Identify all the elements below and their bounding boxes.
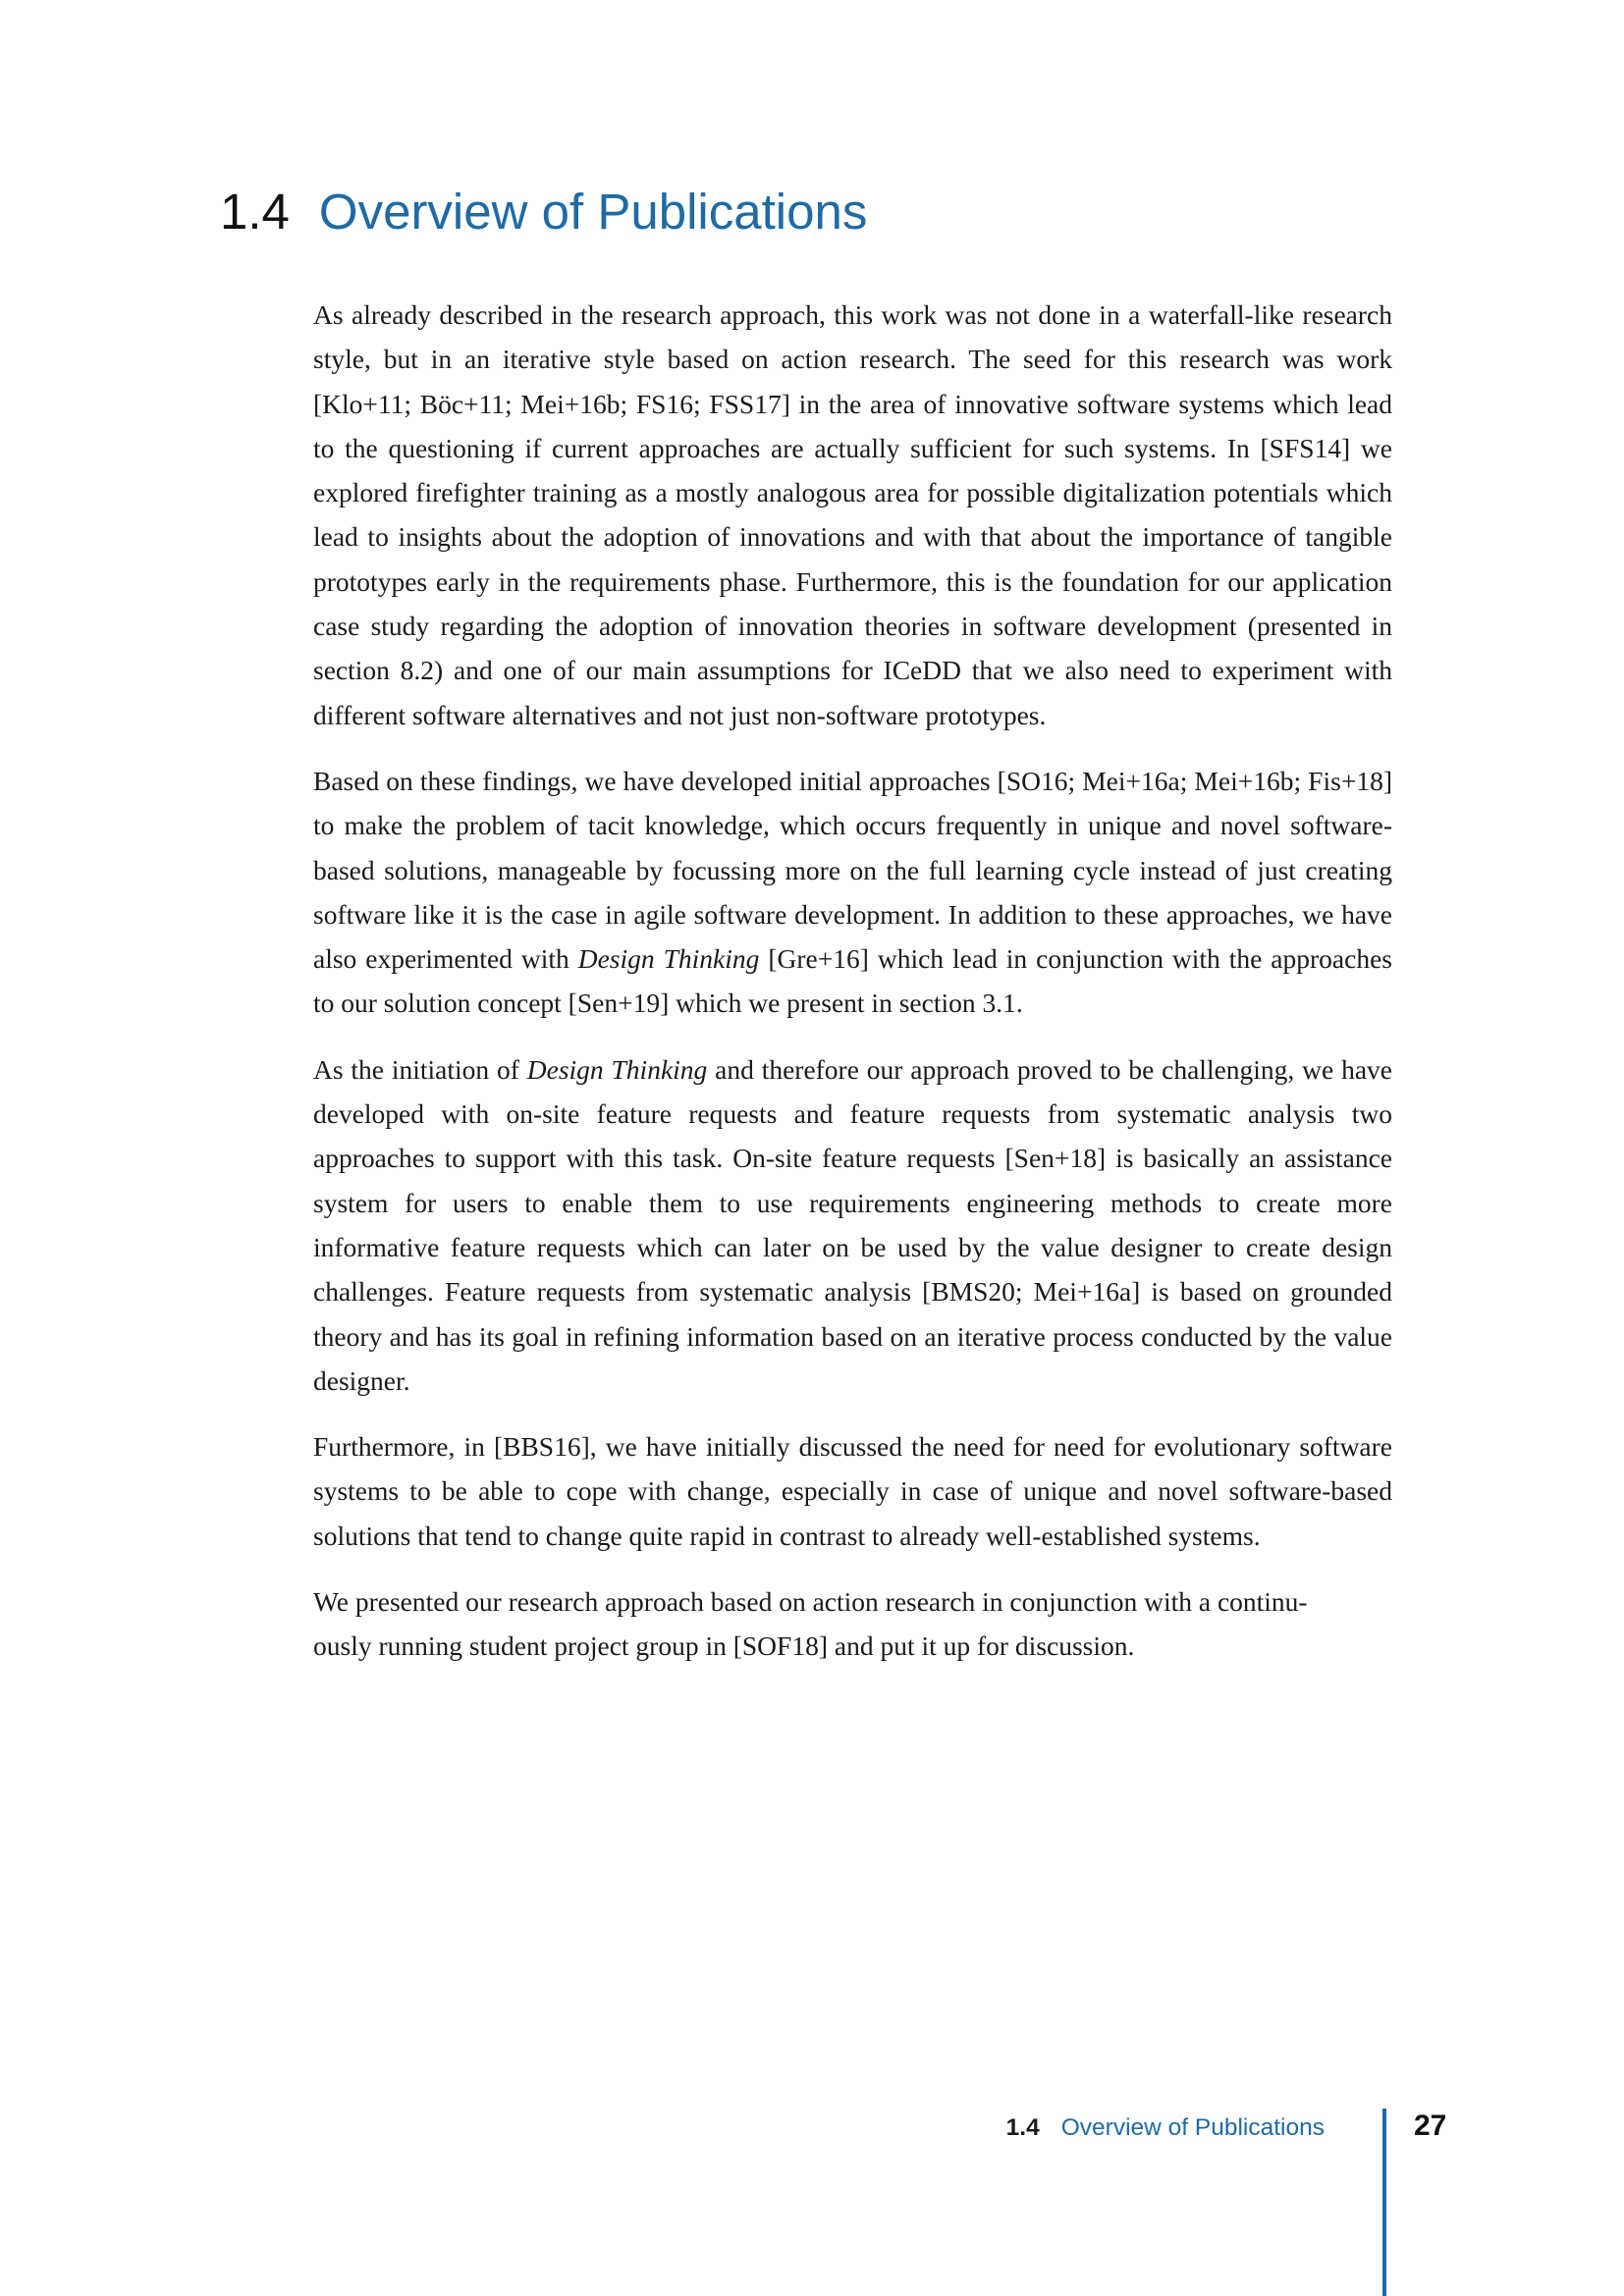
paragraph-3-text-a: As the initiation of [313, 1053, 527, 1085]
emphasis-design-thinking: Design Thinking [577, 943, 760, 975]
paragraph-2-text-a: Based on these findings, we have developed initial approaches [SO16; Mei+16a; Mei+16b; Fis+18] to make the problem of tacit knowledge, which occurs frequently in unique and novel software-based solutions, manageable by focussing more on the full learning cycle instead of just creating software like it is the case in agile software development. In addition to these approaches, we have also experimented with [313, 765, 1392, 975]
paragraph-2 [313, 759, 1392, 1026]
paragraph-5-text-a: We presented our research approach based on action research in conjunction with a continu- [313, 1586, 1308, 1618]
body-text [313, 293, 1392, 1690]
paragraph-1: As already described in the research approach, this work was not done in a waterfall-like research style, but in an iterative style based on action research. The seed for this research was work [Klo+11; Böc+11; Mei+16b; FS16; FSS17] in the area of innovative software systems which lead to the questioning if current approaches are actually sufficient for such systems. In [SFS14] we explored firefighter training as a mostly analogous area for possible digitalization potentials which lead to insights about the adoption of innovations and with that about the importance of tangible prototypes early in the requirements phase. Furthermore, this is the foundation for our application case study regarding the adoption of innovation theories in software development (presented in section 8.2) and one of our main assumptions for ICeDD that we also need to experiment with different software alternatives and not just non-software prototypes. [313, 299, 1392, 730]
paragraph-5 [313, 1579, 1392, 1669]
footer-divider-rule [1382, 2109, 1386, 2296]
section-title: Overview of Publications [318, 184, 868, 240]
paragraph-3 [313, 1047, 1392, 1403]
emphasis-design-thinking: Design Thinking [526, 1053, 708, 1085]
paragraph-4: Furthermore, in [BBS16], we have initially discussed the need for need for evolutionary software systems to be able to cope with change, especially in case of unique and novel software-based solutions that tend to change quite rapid in contrast to already well-established systems. [313, 1431, 1392, 1551]
page-number: 27 [1414, 2109, 1447, 2142]
footer-section-number: 1.4 [1005, 2114, 1040, 2141]
paragraph-5-text-b: ously running student project group in [SOF18] and put it up for discussion. [313, 1630, 1135, 1662]
footer-section-title: Overview of Publications [1060, 2114, 1325, 2141]
paragraph-2-text-b: [Gre+16] which lead in conjunction with the approaches to our solution concept [Sen+19] which we present in section 3.1. [313, 943, 1392, 1019]
section-heading [220, 177, 867, 247]
paragraph-3-text-b: and therefore our approach proved to be challenging, we have developed with on-site feature requests and feature requests from systematic analysis two approaches to support with this task. On-site feature requests [Sen+18] is basically an assistance system for users to enable them to use requirements engineering methods to create more informative feature requests which can later on be used by the value designer to create design challenges. Feature requests from systematic analysis [BMS20; Mei+16a] is based on grounded theory and has its goal in refining information based on an iterative process conducted by the value designer. [313, 1053, 1392, 1396]
section-number: 1.4 [220, 184, 290, 240]
running-footer [1006, 2111, 1325, 2145]
